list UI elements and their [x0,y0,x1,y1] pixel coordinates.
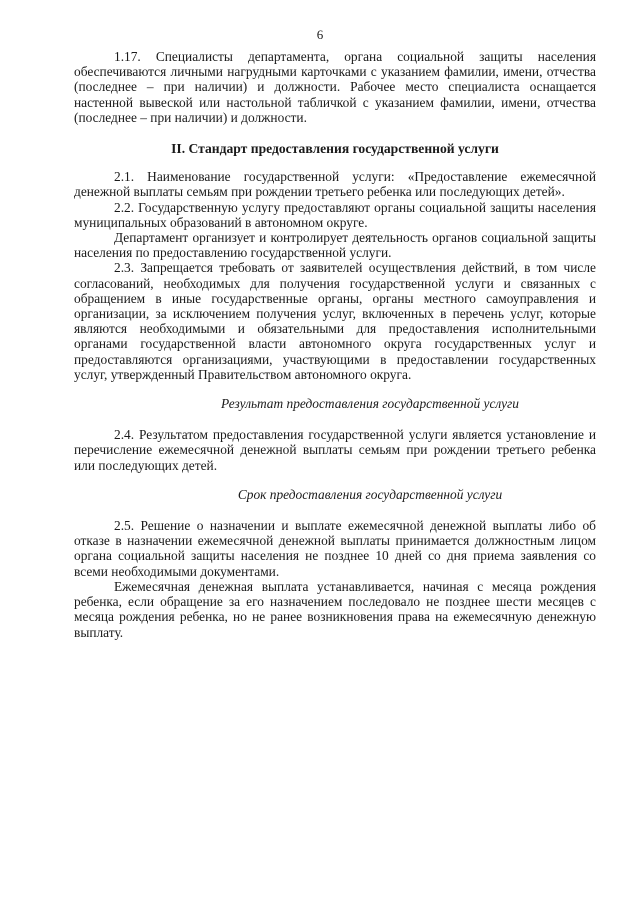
paragraph-2-5-continued: Ежемесячная денежная выплата устанавливается, начиная с месяца рождения ребенка, если обращение за его назначением последовало не позднее шести месяцев с месяца рождения ребенка, но не ранее возникновения права на ежемесячную денежную выплату. [74,578,596,640]
paragraph-1-17: 1.17. Специалисты департамента, органа социальной защиты населения обеспечиваются личными нагрудными карточками с указанием фамилии, имени, отчества (последнее – при наличии) и должности. Рабочее место специалиста оснащается настенной вывеской или настольной табличкой с указанием фамилии, имени, отчества (последнее – при наличии) и должности. [74,49,596,125]
paragraph-2-1: 2.1. Наименование государственной услуги: «Предоставление ежемесячной денежной выплаты семьям при рождении третьего ребенка или последующих детей». [74,169,596,200]
paragraph-2-2: 2.2. Государственную услугу предоставляют органы социальной защиты населения муниципальных образований в автономном округе. [74,199,596,230]
paragraph-2-4: 2.4. Результатом предоставления государственной услуги является установление и перечисление ежемесячной денежной выплаты семьям при рождении третьего ребенка или последующих детей. [74,427,596,473]
subheading-result: Результат предоставления государственной услуги [221,396,519,412]
section-heading: II. Стандарт предоставления государственной услуги [171,141,499,157]
subheading-term: Срок предоставления государственной услуги [237,486,503,502]
document-body [74,49,596,640]
paragraph-2-5: 2.5. Решение о назначении и выплате ежемесячной денежной выплаты либо об отказе в назначении ежемесячной денежной выплаты принимается должностным лицом органа социальной защиты населения не позднее 10 дней со дня приема заявления со всеми необходимыми документами. [74,518,596,579]
page-number: 6 [316,27,324,42]
paragraph-2-3: 2.3. Запрещается требовать от заявителей осуществления действий, в том числе согласований, необходимых для получения государственной услуги и связанных с обращением в иные государственные органы, органы местного самоуправления и организации, за исключением получения услуг, включенных в перечень услуг, которые являются необходимыми и обязательными для предоставления исполнительными органами государственной власти автономного округа государственных услуг и предоставляются организациями, участвующими в предоставлении государственных услуг, утвержденный Правительством автономного округа. [74,260,596,382]
paragraph-2-2-continued: Департамент организует и контролирует деятельность органов социальной защиты населения по предоставлению государственной услуги. [74,230,596,261]
